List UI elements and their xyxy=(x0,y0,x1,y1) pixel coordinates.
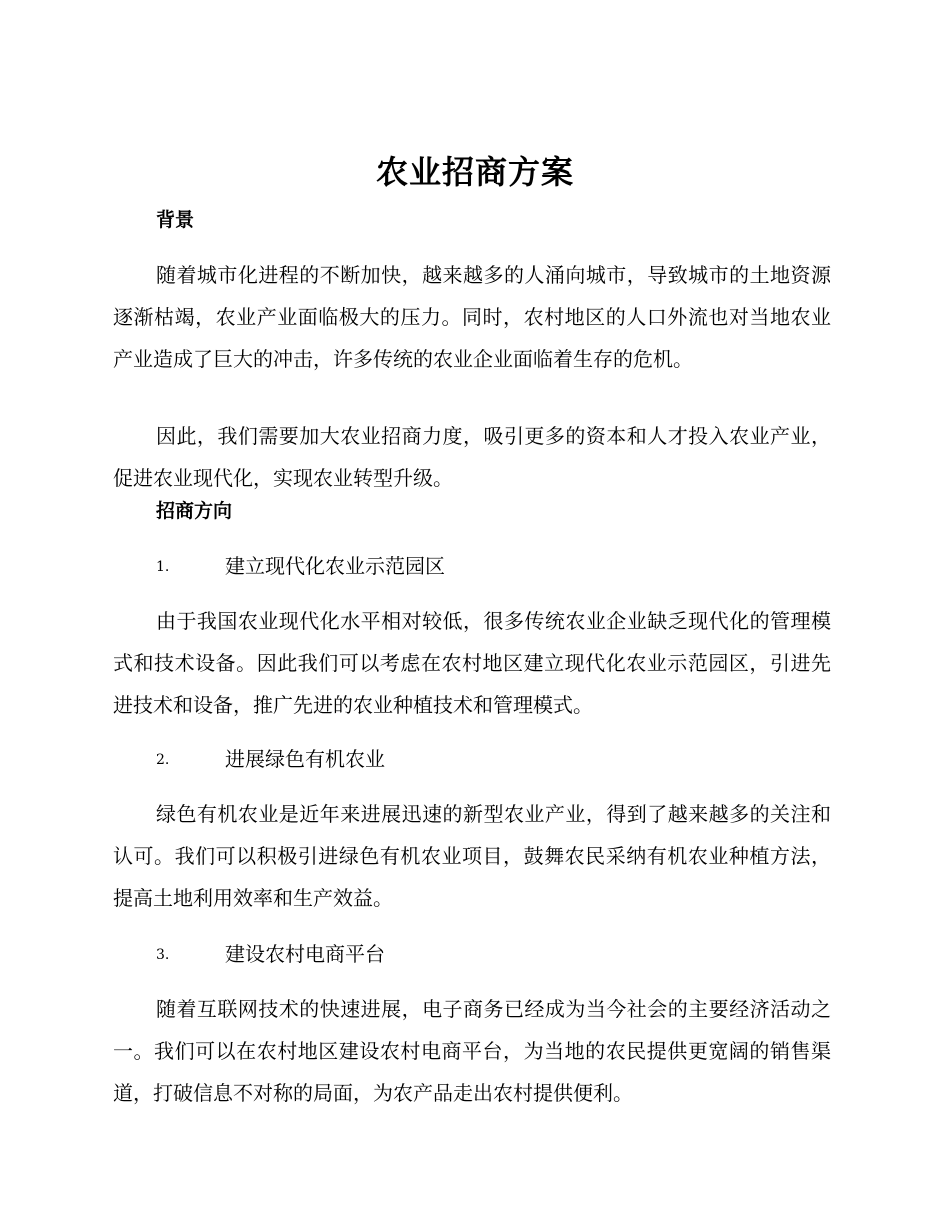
list-item-3-paragraph: 随着互联网技术的快速进展，电子商务已经成为当今社会的主要经济活动之一。我们可以在农村地区建设农村电商平台，为当地的农民提供更宽阔的销售渠道，打破信息不对称的局面，为农产品走出农村提供便利。 xyxy=(113,997,831,1105)
list-item-number: 2. xyxy=(156,752,170,768)
section-heading-background: 背景 xyxy=(156,209,195,231)
list-item-title: 进展绿色有机农业 xyxy=(225,747,385,771)
background-paragraph-1: 随着城市化进程的不断加快，越来越多的人涌向城市，导致城市的土地资源逐渐枯竭，农业产业面临极大的压力。同时，农村地区的人口外流也对当地农业产业造成了巨大的冲击，许多传统的农业企业面临着生存的危机。 xyxy=(113,263,831,371)
list-item-2-heading xyxy=(156,746,385,773)
list-item-title: 建设农村电商平台 xyxy=(225,942,385,966)
list-item-3-heading xyxy=(156,941,385,968)
section-heading-investment-direction: 招商方向 xyxy=(156,500,233,522)
list-item-1-paragraph: 由于我国农业现代化水平相对较低，很多传统农业企业缺乏现代化的管理模式和技术设备。因此我们可以考虑在农村地区建立现代化农业示范园区，引进先进技术和设备，推广先进的农业种植技术和管理模式。 xyxy=(113,609,831,717)
list-item-number: 1. xyxy=(156,559,170,575)
list-item-2-paragraph: 绿色有机农业是近年来进展迅速的新型农业产业，得到了越来越多的关注和认可。我们可以积极引进绿色有机农业项目，鼓舞农民采纳有机农业种植方法，提高土地利用效率和生产效益。 xyxy=(113,802,831,910)
background-paragraph-2: 因此，我们需要加大农业招商力度，吸引更多的资本和人才投入农业产业，促进农业现代化，实现农业转型升级。 xyxy=(113,424,831,490)
list-item-number: 3. xyxy=(156,947,170,963)
list-item-1-heading xyxy=(156,553,445,580)
document-title: 农业招商方案 xyxy=(375,153,574,191)
list-item-title: 建立现代化农业示范园区 xyxy=(225,554,445,578)
